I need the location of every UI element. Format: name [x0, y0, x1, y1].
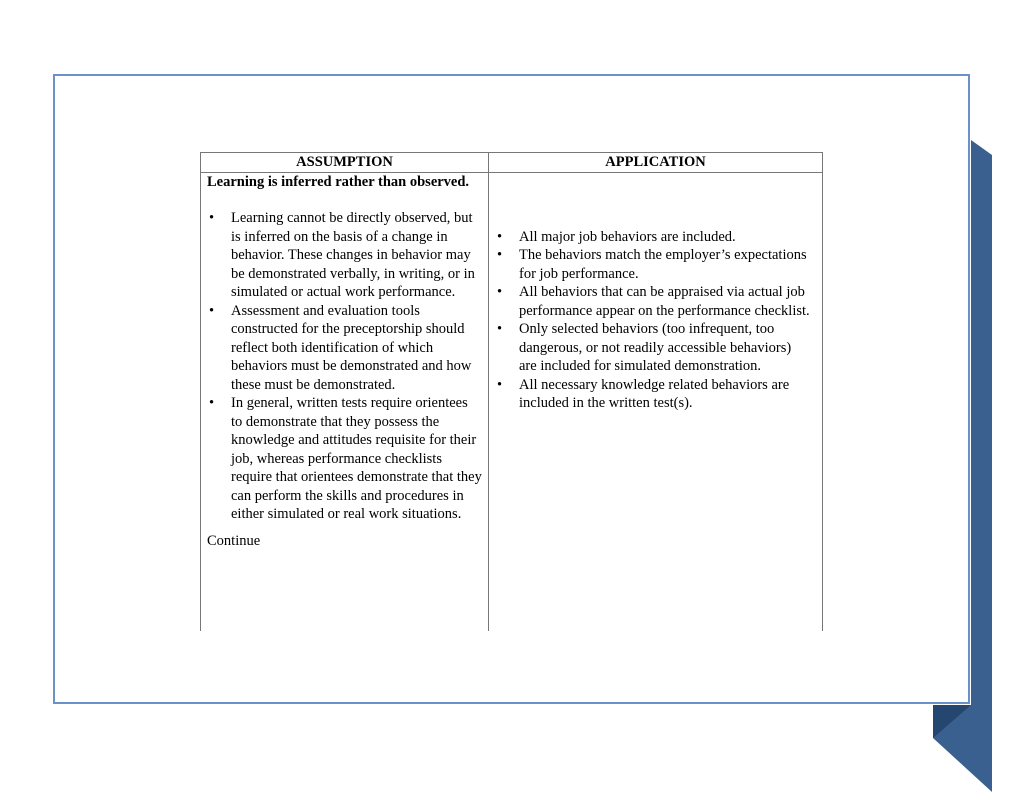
list-item: • Only selected behaviors (too infrequent, too dangerous, or not readily accessible behaviors) are included for simulated demonstration. [495, 320, 810, 376]
application-list [495, 228, 810, 413]
header-assumption: ASSUMPTION [201, 153, 489, 173]
list-item: • Learning cannot be directly observed, but is inferred on the basis of a change in behavior. These changes in behavior may be demonstrated verbally, in writing, or in simulated or actual work performance. [207, 209, 482, 302]
list-item: • All behaviors that can be appraised via actual job performance appear on the performance checklist. [495, 283, 810, 320]
assumption-heading: Learning is inferred rather than observed. [207, 173, 470, 190]
list-item: • Assessment and evaluation tools constructed for the preceptorship should reflect both identification of which behaviors must be demonstrated and how these must be demonstrated. [207, 302, 482, 395]
list-item: • All major job behaviors are included. [495, 228, 810, 247]
assumption-list [207, 209, 482, 524]
list-item: • In general, written tests require orientees to demonstrate that they possess the knowledge and attitudes requisite for their job, whereas performance checklists require that orientees demonstrate that they can perform the skills and procedures in either simulated or real work situations. [207, 394, 482, 524]
continue-link[interactable]: Continue [207, 532, 261, 549]
header-application: APPLICATION [489, 153, 823, 173]
list-item: • All necessary knowledge related behaviors are included in the written test(s). [495, 376, 810, 413]
assumption-application-table [200, 152, 823, 631]
list-item: • The behaviors match the employer’s expectations for job performance. [495, 246, 810, 283]
